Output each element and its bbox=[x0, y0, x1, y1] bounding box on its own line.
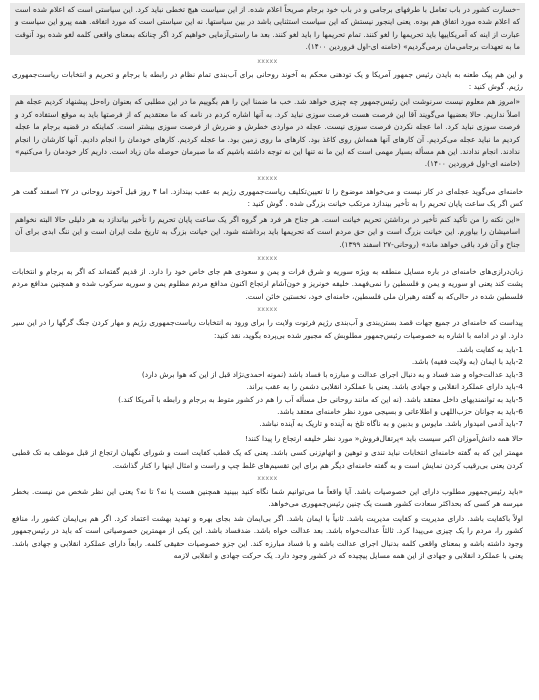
paragraph: خامنه‌ای می‌گوید عجله‌ای در کار نیست و می‌خواهد موضوع را تا تعیین‌تکلیف ریاست‌جمهوری رژیم به عقب بیندازد. اما ۴ روز قبل آخوند روحانی در ۲۷ اسفند گفت هر کس اگر یک ساعت پایان تحریم را به تأخیر بیندازد مرتکب خیانت بزرگی شده . گوش کنید : bbox=[12, 186, 523, 209]
section-separator: xxxxx bbox=[257, 475, 278, 482]
quote-block: «این نکته را من تأکید کنم تأخیر در برداشتن تحریم خیانت است. هر جناح هر فرد هر گروه اگر یک ساعت پایان تحریم را تأخیر بیاندازد به هر دلیلی حالا البته نخواهم اسامیشان را بیاورم. این خیانت بزرگ است و این حق مردم است که تحریمها باید برداشته شود. این خیانت بزرگ به تاریخ ملت ایران است و این ننگ ابدی برای آن جناح و آن فرد باقی خواهد ماند» (روحانی-۲۷ اسفند ۱۳۹۹). bbox=[10, 213, 525, 252]
section-separator: xxxxx bbox=[257, 254, 278, 262]
paragraph: زبان‌درازی‌های خامنه‌ای در باره مسایل منطقه به ویژه سوریه و شرق فرات و یمن و سعودی هم جای خاص خود را دارد. از قدیم گفته‌اند که اگر به برجام و انتخابات پشت کند یعنی او سوریه و یمن و فلسطین را نمی‌فهمد. خلیفه خونریز و خون‌آشام ارتجاع اکنون مدافع مردم مظلوم یمن و سوریه سرکوب شده و همچنین مدافع مردم فلسطین شده در حالی‌که به گفته رهبران ملی فلسطین، خامنه‌ای خود، نخستین خائن است. bbox=[12, 266, 523, 301]
list-item: 7-باید آدمی امیدوار باشد. مایوس و بدبین و به ناگاه تلخ به آینده و تاریک به آینده نباشد. bbox=[259, 419, 523, 429]
list-item: 1-باید به کفایت باشد. bbox=[456, 344, 523, 354]
paragraph: و این هم پیک طعنه به بایدن رئیس جمهور آمریکا و یک تودهنی محکم به آخوند روحانی برای آب‌بندی تمام نظام در رابطه با برجام و تحریم و انتخابات ریاست‌جمهوری رژیم. گوش کنید : bbox=[12, 69, 523, 92]
paragraph: «باید رئیس‌جمهور مطلوب دارای این خصوصیات باشد. آیا واقعاً ما می‌توانیم شما نگاه کنید ببینید همچنین هست یا نه؟ تا نه؟ یعنی این نظر شخص من نیست. بخطر میرسه هر کسی که بحداکثر سعادت کشور هست یک چنین رئیس‌جمهوری می‌خواهد. bbox=[12, 487, 523, 509]
paragraph: حالا همه دانش‌آموزان اکبر سیست باید »پرتقال‌فروش« مورد نظر خلیفه ارتجاع را پیدا کنند! bbox=[244, 433, 523, 443]
section-separator: xxxxx bbox=[257, 306, 278, 314]
list-item: 2-باید با ایمان (به ولایت فقیه) باشد. bbox=[411, 357, 523, 367]
list-item: 4-باید دارای عملکرد انقلابی و جهادی باشد. یعنی با عملکرد انقلابی دشمن را به عقب براند. bbox=[246, 382, 523, 392]
paragraph: مهمتر این که به گفته خامنه‌ای انتخابات نباید تندی و توهین و اتهام‌زنی کسی باشد. یعنی که یک قطب کفایت است و شورای نگهبان ارتجاع از قبل موظف به تک قطبی کردن یعنی بی‌رقیب کردن نمایش است و به گفته خامنه‌ای دیگر هم برای این تقسیم‌های غلط چپ و راست و امثال اینها را کنار گذاشت. bbox=[12, 448, 523, 470]
section-separator: xxxxx bbox=[257, 57, 278, 65]
numbered-list bbox=[10, 344, 525, 431]
list-item: 6-باید به جوانان حزب‌اللهی و اطلاعاتی و بسیجی مورد نظر خامنه‌ای معتقد باشد. bbox=[277, 406, 523, 416]
paragraph: اولاً باکفایت باشد. دارای مدیریت و کفایت مدیریت باشد. ثانیاً با ایمان باشد. اگر بی‌ایمان شد بجای بهره و تهدید بهشت اعتماد کرد. اگر هم بی‌ایمان کشور را، منافع کشور را، مردم را یک چیزی می‌پیدا کرد. ثالثاً عدالت‌خواه باشد. بعد عدالت خواه باشد. ضدفساد باشد. این یکی از مهمترین خصوصیاتی است که باید در رئیس‌جمهور وجود داشته باشه و بمعنای واقعی کلمه بدنبال اجرای عدالت باشه و با فساد مبارزه کند. این جزو خصوصیات حقیقی کلمه. رابعاً دارای عملکرد انقلابی و جهادی باشد. یعنی با عملکرد انقلابی و جهادی از این همه مسایل پیچیده که در کشور وجود دارد. یک حرکت جهادی و انقلابی لازمه bbox=[12, 513, 523, 561]
list-item: 3-باید عدالت‌خواه و ضد فساد و به دنبال اجرای عدالت و مبارزه با فساد باشد (نمونه احمدی‌نژاد قبل از این که هوا برش دارد) bbox=[141, 369, 523, 379]
quote-block: «امروز هم معلوم نیست سرنوشت این رئیس‌جمهور چه چیزی خواهد شد. خب ما ضمنا این را هم بگوییم ما در این مطلبی که بعنوان راه‌حل پیشنهاد کردیم عجله هم اصلاً نداریم. حالا بعضیها می‌گویند آقا این فرصت هست فرصت سوزی نباید کرد. به آنها اشاره کردم در نامه که ما معتقدیم که از فرصتها باید به موقع استفاده کرد و فرصت سوزی نباید کرد. اما عجله نکردن فرصت سوزی نیست. عجله در مواردی خطرش و ضررش از فرصت سوزی بیشتر است. کماینکه در قضیه برجام ما عجله کردیم ما نباید عجله می‌کردیم. آن کارهای آنها همه‌اش روی کاغذ بود. کارهای ما روی زمین بود. ما عجله کردیم. کارهای خودمان را انجام دادیم. آنها کارشان را انجام ندادند. انجام ندادند. این هم مسأله بسیار مهمی است که این ما نه تنها این نه توجه داشته باشیم که ما صبرمان حوصله مان زیاد است. داریم کار خودمان را می‌کنیم» (خامنه ای-اول فروردین ۱۴۰۰). bbox=[10, 95, 525, 171]
quote-block: –خسارت کشور در باب تعامل با طرفهای برجامی و در باب خود برجام صریحاً اعلام شده. از این سیاست هیچ تخطی نباید کرد. این سیاستی است که اعلام شده است که اعلام شده مورد اتفاق هم بوده. یعنی اینجور نیستش که این سیاست استثنایی باشد در بین سیاستها. نه این سیاستی است که مورد اتفاقه. همه پیرو این سیاست و عبارت از اینه که آمریکاییها باید تحریمها را لغو کنند. تمام تحریمها را باید لغو کنند. بعد ما راستی‌آزمایی خواهیم کرد اگر چنانکه بمعنای واقعی کلمه لغو شده بود آنوقت ما به تعهدات برجامی‌مان برمی‌گردیم» (خامنه ای-اول فروردین ۱۴۰۰). bbox=[10, 3, 525, 55]
section-separator: xxxxx bbox=[257, 174, 278, 182]
list-item: 5-باید به توانمندیهای داخل معتقد باشد. (نه این که مانند روحانی حل مسأله اَب را هم در کشور متوط به برجام و رابطه با آمریکا کند.) bbox=[118, 394, 523, 404]
paragraph: پیداست که خامنه‌ای در جمیع جهات قصد بستن‌بندی و آب‌بندی رژیم فرتوت ولایت را برای ورود به انتخابات ریاست‌جمهوری رژیم و مهار کردن جنگ گرگها را در این سیر دارد. او در ادامه با اشاره به خصوصیات رئیس‌جمهور مطلوبش که مجبور شده بی‌پرده بگوید، نقد کنید: bbox=[12, 318, 523, 340]
